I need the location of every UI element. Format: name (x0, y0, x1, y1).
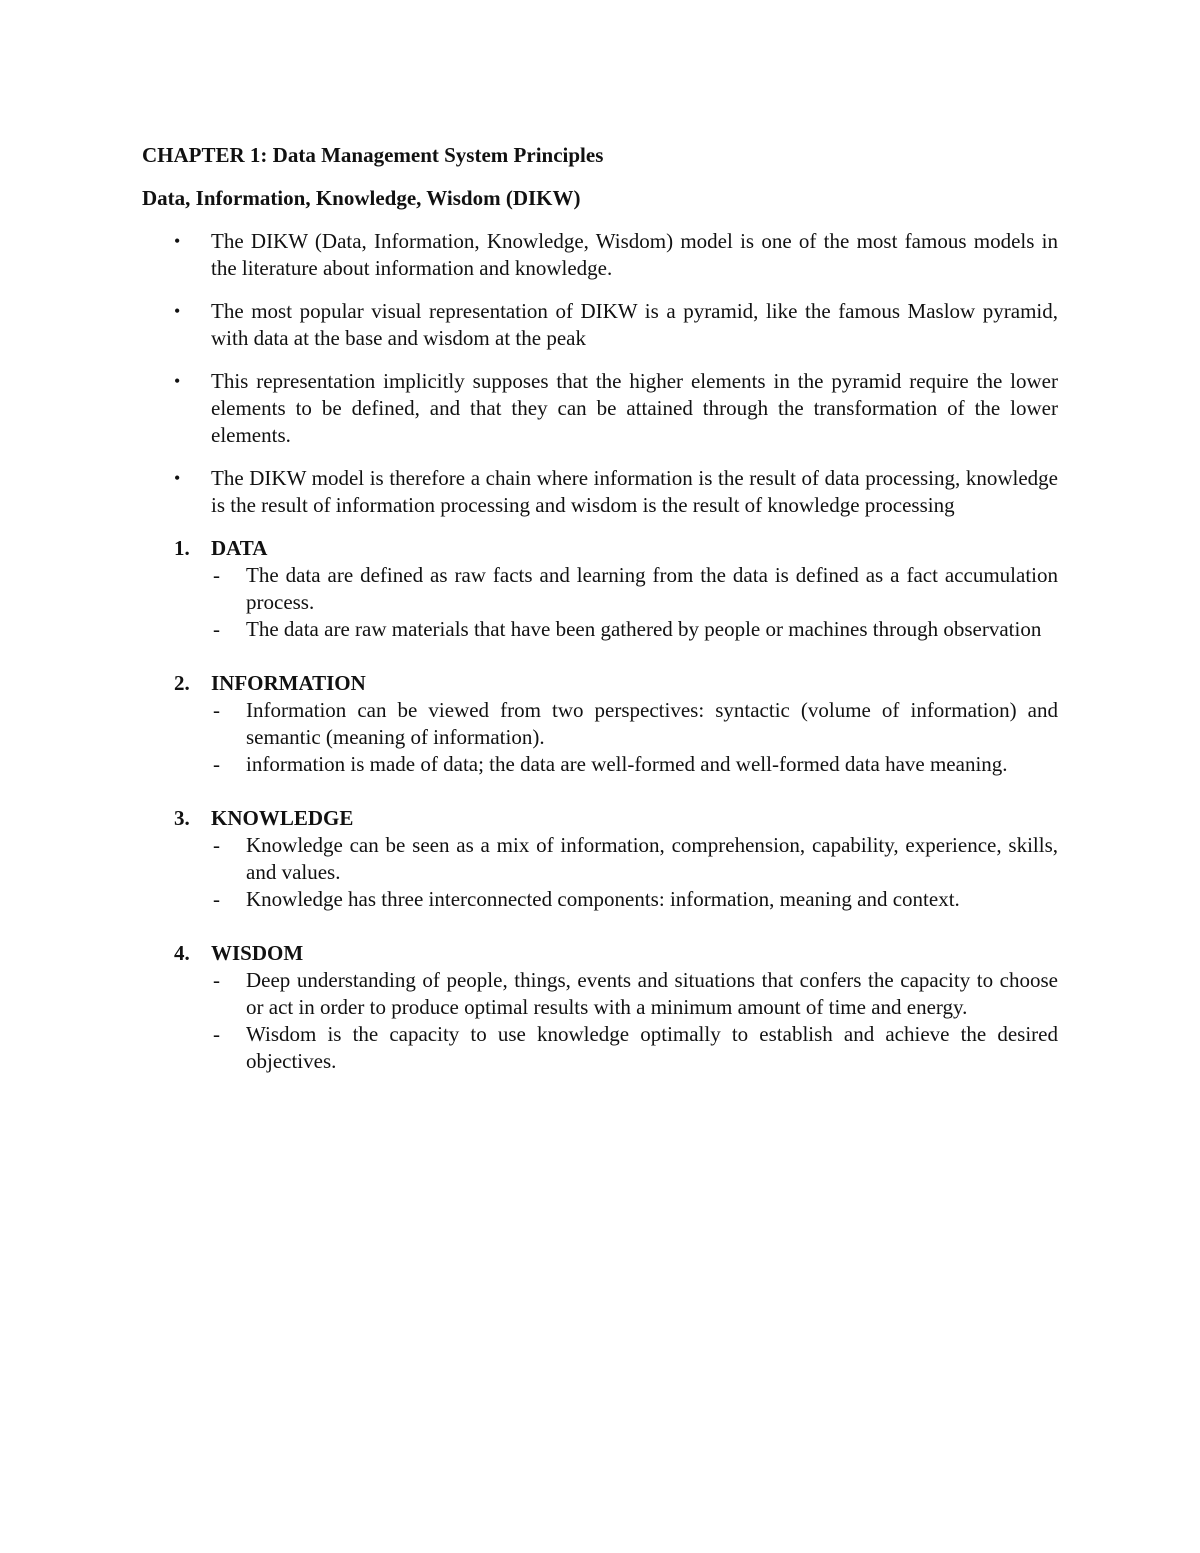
topic-point (211, 697, 1058, 751)
bullet-marker: • (174, 231, 181, 251)
bullet-item (142, 298, 1058, 352)
bullet-item (142, 368, 1058, 449)
topic-point-text: The data are defined as raw facts and learning from the data is defined as a fact accumulation process. (246, 563, 1058, 614)
dash-marker: - (213, 617, 220, 641)
topic-number: 2. (174, 671, 190, 695)
topic-knowledge (142, 805, 1058, 913)
dash-marker: - (213, 833, 220, 857)
topic-point-text: Deep understanding of people, things, events and situations that confers the capacity to choose or act in order to produce optimal results with a minimum amount of time and energy. (246, 968, 1058, 1019)
bullet-text: This representation implicitly supposes that the higher elements in the pyramid require the lower elements to be defined, and that they can be attained through the transformation of the lower elements. (211, 369, 1058, 447)
dash-marker: - (213, 887, 220, 911)
dash-marker: - (213, 563, 220, 587)
topic-points (211, 697, 1058, 778)
topic-points (211, 562, 1058, 643)
topic-point-text: Knowledge can be seen as a mix of information, comprehension, capability, experience, skills, and values. (246, 833, 1058, 884)
bullet-item (142, 228, 1058, 282)
topic-data (142, 535, 1058, 643)
bullet-marker: • (174, 468, 181, 488)
bullet-text: The DIKW (Data, Information, Knowledge, Wisdom) model is one of the most famous models in the literature about information and knowledge. (211, 229, 1058, 280)
document-content (142, 142, 1058, 1102)
topic-number: 3. (174, 806, 190, 830)
topic-title: INFORMATION (211, 671, 366, 695)
topic-number: 4. (174, 941, 190, 965)
topic-point (211, 562, 1058, 616)
topic-point (211, 886, 1058, 913)
topic-point (211, 616, 1058, 643)
bullet-marker: • (174, 371, 181, 391)
bullet-marker: • (174, 301, 181, 321)
topic-point-text: Wisdom is the capacity to use knowledge optimally to establish and achieve the desired objectives. (246, 1022, 1058, 1073)
dash-marker: - (213, 968, 220, 992)
section-title: Data, Information, Knowledge, Wisdom (DIKW) (142, 186, 581, 210)
topic-number: 1. (174, 536, 190, 560)
topic-point-text: information is made of data; the data are well-formed and well-formed data have meaning. (246, 752, 1008, 776)
topic-point-text: The data are raw materials that have been gathered by people or machines through observation (246, 617, 1042, 641)
topic-point-text: Knowledge has three interconnected components: information, meaning and context. (246, 887, 960, 911)
topic-points (211, 832, 1058, 913)
dash-marker: - (213, 752, 220, 776)
topic-point (211, 832, 1058, 886)
topic-title: DATA (211, 536, 268, 560)
topic-point (211, 1021, 1058, 1075)
topic-point (211, 967, 1058, 1021)
bullet-item (142, 465, 1058, 519)
topic-points (211, 967, 1058, 1075)
dash-marker: - (213, 1022, 220, 1046)
bullet-text: The DIKW model is therefore a chain where information is the result of data processing, knowledge is the result of information processing and wisdom is the result of knowledge processing (211, 466, 1058, 517)
chapter-title: CHAPTER 1: Data Management System Principles (142, 143, 604, 167)
topic-point (211, 751, 1058, 778)
dikw-bullet-list (142, 228, 1058, 519)
dash-marker: - (213, 698, 220, 722)
topic-title: KNOWLEDGE (211, 806, 354, 830)
dikw-topic-list (142, 535, 1058, 1075)
bullet-text: The most popular visual representation of DIKW is a pyramid, like the famous Maslow pyramid, with data at the base and wisdom at the peak (211, 299, 1058, 350)
topic-point-text: Information can be viewed from two perspectives: syntactic (volume of information) and semantic (meaning of information). (246, 698, 1058, 749)
topic-information (142, 670, 1058, 778)
topic-title: WISDOM (211, 941, 304, 965)
topic-wisdom (142, 940, 1058, 1075)
